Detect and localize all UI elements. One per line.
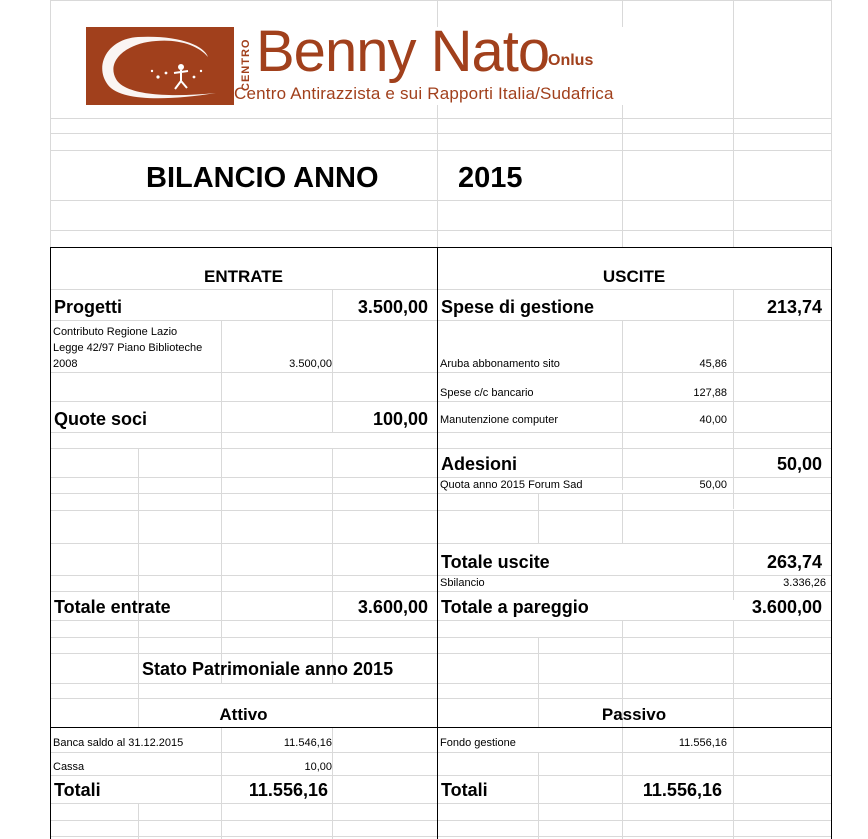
- quote-soci-total: 100,00: [372, 409, 428, 429]
- entrate-header: ENTRATE: [203, 267, 283, 286]
- contributo-line3: 2008: [53, 358, 78, 370]
- logo-subtitle: Centro Antirazzista e sui Rapporti Italia/Sudafrica: [234, 84, 614, 103]
- uscite-item-amount: 127,88: [693, 387, 727, 399]
- grid-line: [50, 683, 832, 684]
- grid-line: [138, 803, 139, 839]
- grid-line: [221, 727, 222, 839]
- quota-forum-label: Quota anno 2015 Forum Sad: [440, 479, 583, 491]
- grid-line: [50, 0, 51, 247]
- passivo-header: Passivo: [601, 705, 667, 724]
- grid-line: [50, 775, 832, 776]
- totale-pareggio-value: 3.600,00: [751, 597, 822, 617]
- fondo-gestione-value: 11.556,16: [678, 737, 727, 749]
- quote-soci-label: Quote soci: [54, 409, 148, 429]
- grid-line: [50, 432, 832, 433]
- progetti-total: 3.500,00: [357, 297, 428, 317]
- grid-line: [733, 727, 734, 839]
- grid-line: [733, 0, 734, 247]
- spese-gestione-total: 213,74: [766, 297, 822, 317]
- logo-center-label: CENTRO: [240, 38, 252, 92]
- contributo-amount: 3.500,00: [289, 358, 332, 370]
- grid-line: [50, 401, 832, 402]
- cassa-label: Cassa: [53, 761, 85, 773]
- grid-line: [50, 133, 832, 134]
- grid-line: [221, 432, 222, 648]
- grid-line: [50, 289, 832, 290]
- banca-saldo-label: Banca saldo al 31.12.2015: [53, 737, 184, 749]
- sbilancio-label: Sbilancio: [440, 577, 485, 589]
- totale-uscite-label: Totale uscite: [441, 552, 550, 572]
- fondo-gestione-label: Fondo gestione: [440, 737, 516, 749]
- totale-pareggio-label: Totale a pareggio: [441, 597, 589, 617]
- grid-line: [50, 653, 832, 654]
- logo: [86, 19, 631, 105]
- page-title-year: 2015: [458, 162, 523, 194]
- uscite-item-label: Aruba abbonamento sito: [440, 358, 560, 370]
- adesioni-label: Adesioni: [441, 454, 518, 474]
- grid-line: [50, 118, 832, 119]
- uscite-item-amount: 45,86: [699, 358, 727, 370]
- totale-entrate-label: Totale entrate: [54, 597, 171, 617]
- grid-line: [50, 803, 832, 804]
- attivo-header: Attivo: [219, 705, 268, 724]
- totale-entrate-value: 3.600,00: [357, 597, 428, 617]
- stato-patrimoniale-title: Stato Patrimoniale anno 2015: [142, 659, 394, 679]
- grid-line: [50, 820, 832, 821]
- grid-line: [50, 575, 832, 576]
- logo-onlus: Onlus: [548, 52, 594, 69]
- grid-line: [50, 698, 832, 699]
- uscite-item-label: Manutenzione computer: [440, 414, 559, 426]
- uscite-item-amount: 40,00: [699, 414, 727, 426]
- uscite-header: USCITE: [602, 267, 666, 286]
- spese-gestione-label: Spese di gestione: [441, 297, 595, 317]
- grid-line: [50, 836, 832, 837]
- grid-line: [50, 543, 832, 544]
- grid-line: [831, 0, 832, 247]
- contributo-line1: Contributo Regione Lazio: [53, 326, 178, 338]
- adesioni-total: 50,00: [776, 454, 822, 474]
- totale-uscite-value: 263,74: [766, 552, 822, 572]
- attivo-totali-label: Totali: [54, 780, 101, 800]
- cassa-value: 10,00: [304, 761, 332, 773]
- attivo-totali-value: 11.556,16: [248, 780, 328, 800]
- grid-line: [622, 493, 623, 543]
- grid-line: [50, 637, 832, 638]
- grid-line: [50, 0, 832, 1]
- grid-line: [538, 752, 539, 839]
- grid-line: [733, 289, 734, 509]
- grid-line: [622, 320, 623, 490]
- page-title: BILANCIO ANNO: [146, 162, 379, 194]
- grid-line: [50, 230, 832, 231]
- quota-forum-amount: 50,00: [699, 479, 727, 491]
- sbilancio-value: 3.336,26: [783, 577, 826, 589]
- grid-line: [50, 200, 832, 201]
- grid-line: [221, 320, 222, 432]
- grid-line: [50, 150, 832, 151]
- passivo-totali-value: 11.556,16: [642, 780, 722, 800]
- progetti-label: Progetti: [54, 297, 123, 317]
- contributo-line2: Legge 42/97 Piano Biblioteche: [53, 342, 203, 354]
- grid-line: [50, 320, 832, 321]
- grid-line: [50, 477, 832, 478]
- grid-line: [50, 591, 832, 592]
- logo-emblem: [86, 27, 234, 105]
- grid-line: [50, 493, 832, 494]
- grid-line: [538, 493, 539, 543]
- grid-line: [50, 510, 832, 511]
- grid-line: [50, 448, 832, 449]
- uscite-item-label: Spese c/c bancario: [440, 387, 534, 399]
- grid-line: [332, 727, 333, 839]
- logo-name: Benny Nato: [256, 19, 550, 84]
- grid-line: [50, 620, 832, 621]
- grid-line: [50, 752, 832, 753]
- passivo-totali-label: Totali: [441, 780, 488, 800]
- grid-line: [50, 372, 832, 373]
- banca-saldo-value: 11.546,16: [283, 737, 332, 749]
